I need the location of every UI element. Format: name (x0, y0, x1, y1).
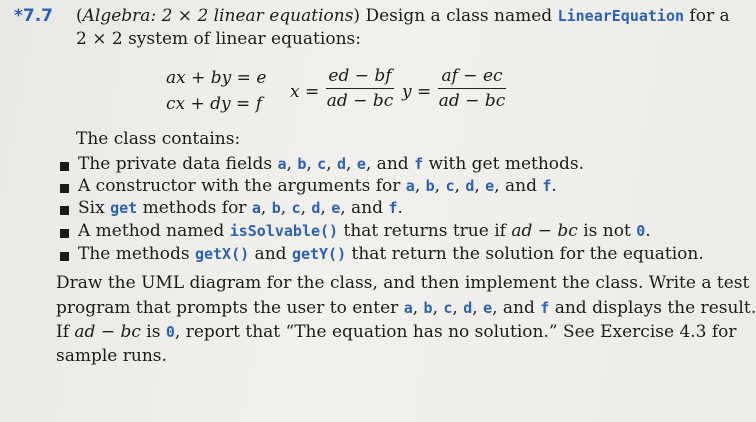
paragraph-line-1: Draw the UML diagram for the class, and then implement the class. Write a test (56, 273, 750, 293)
exercise-intro-line-1: (Algebra: 2 × 2 linear equations) Design a class named LinearEquation for a (76, 6, 730, 26)
y-solution-fraction (438, 66, 506, 111)
bullet-is-solvable: A method named isSolvable() that returns true if ad − bc is not 0. (78, 221, 651, 241)
equation-1: ax + by = e (166, 68, 267, 88)
show-through-text (300, 58, 305, 77)
bullet-get-methods: Six get methods for a, b, c, d, e, and f. (78, 198, 403, 218)
paragraph-line-3: If ad − bc is 0, report that “The equation has no solution.” See Exercise 4.3 for (56, 322, 737, 342)
x-numerator: ed − bf (328, 66, 392, 86)
paragraph-line-4: sample runs. (56, 346, 167, 366)
exercise-intro-line-2: 2 × 2 system of linear equations: (76, 29, 361, 49)
bullet-getx-gety: The methods getX() and getY() that return the solution for the equation. (78, 244, 704, 264)
y-denominator: ad − bc (438, 91, 506, 111)
y-numerator: af − ec (441, 66, 503, 86)
bullet-marker (60, 229, 69, 238)
bullet-marker (60, 162, 69, 171)
bullet-private-fields: The private data fields a, b, c, d, e, and f with get methods. (78, 154, 585, 174)
exercise-topic: Algebra: 2 × 2 linear equations (82, 6, 354, 26)
x-solution-fraction (326, 66, 394, 111)
class-name: LinearEquation (557, 7, 685, 25)
paragraph-line-2: program that prompts the user to enter a, b, c, d, e, and f and displays the result. (56, 298, 756, 318)
bullet-marker (60, 184, 69, 193)
contains-heading: The class contains: (76, 129, 241, 149)
bullet-marker (60, 206, 69, 215)
bullet-constructor: A constructor with the arguments for a, b, c, d, e, and f. (78, 176, 557, 196)
x-denominator: ad − bc (326, 91, 394, 111)
y-label: y = (402, 82, 432, 102)
equation-2: cx + dy = f (166, 94, 262, 114)
exercise-number: *7.7 (14, 6, 54, 26)
x-label: x = (290, 82, 320, 102)
bullet-marker (60, 252, 69, 261)
